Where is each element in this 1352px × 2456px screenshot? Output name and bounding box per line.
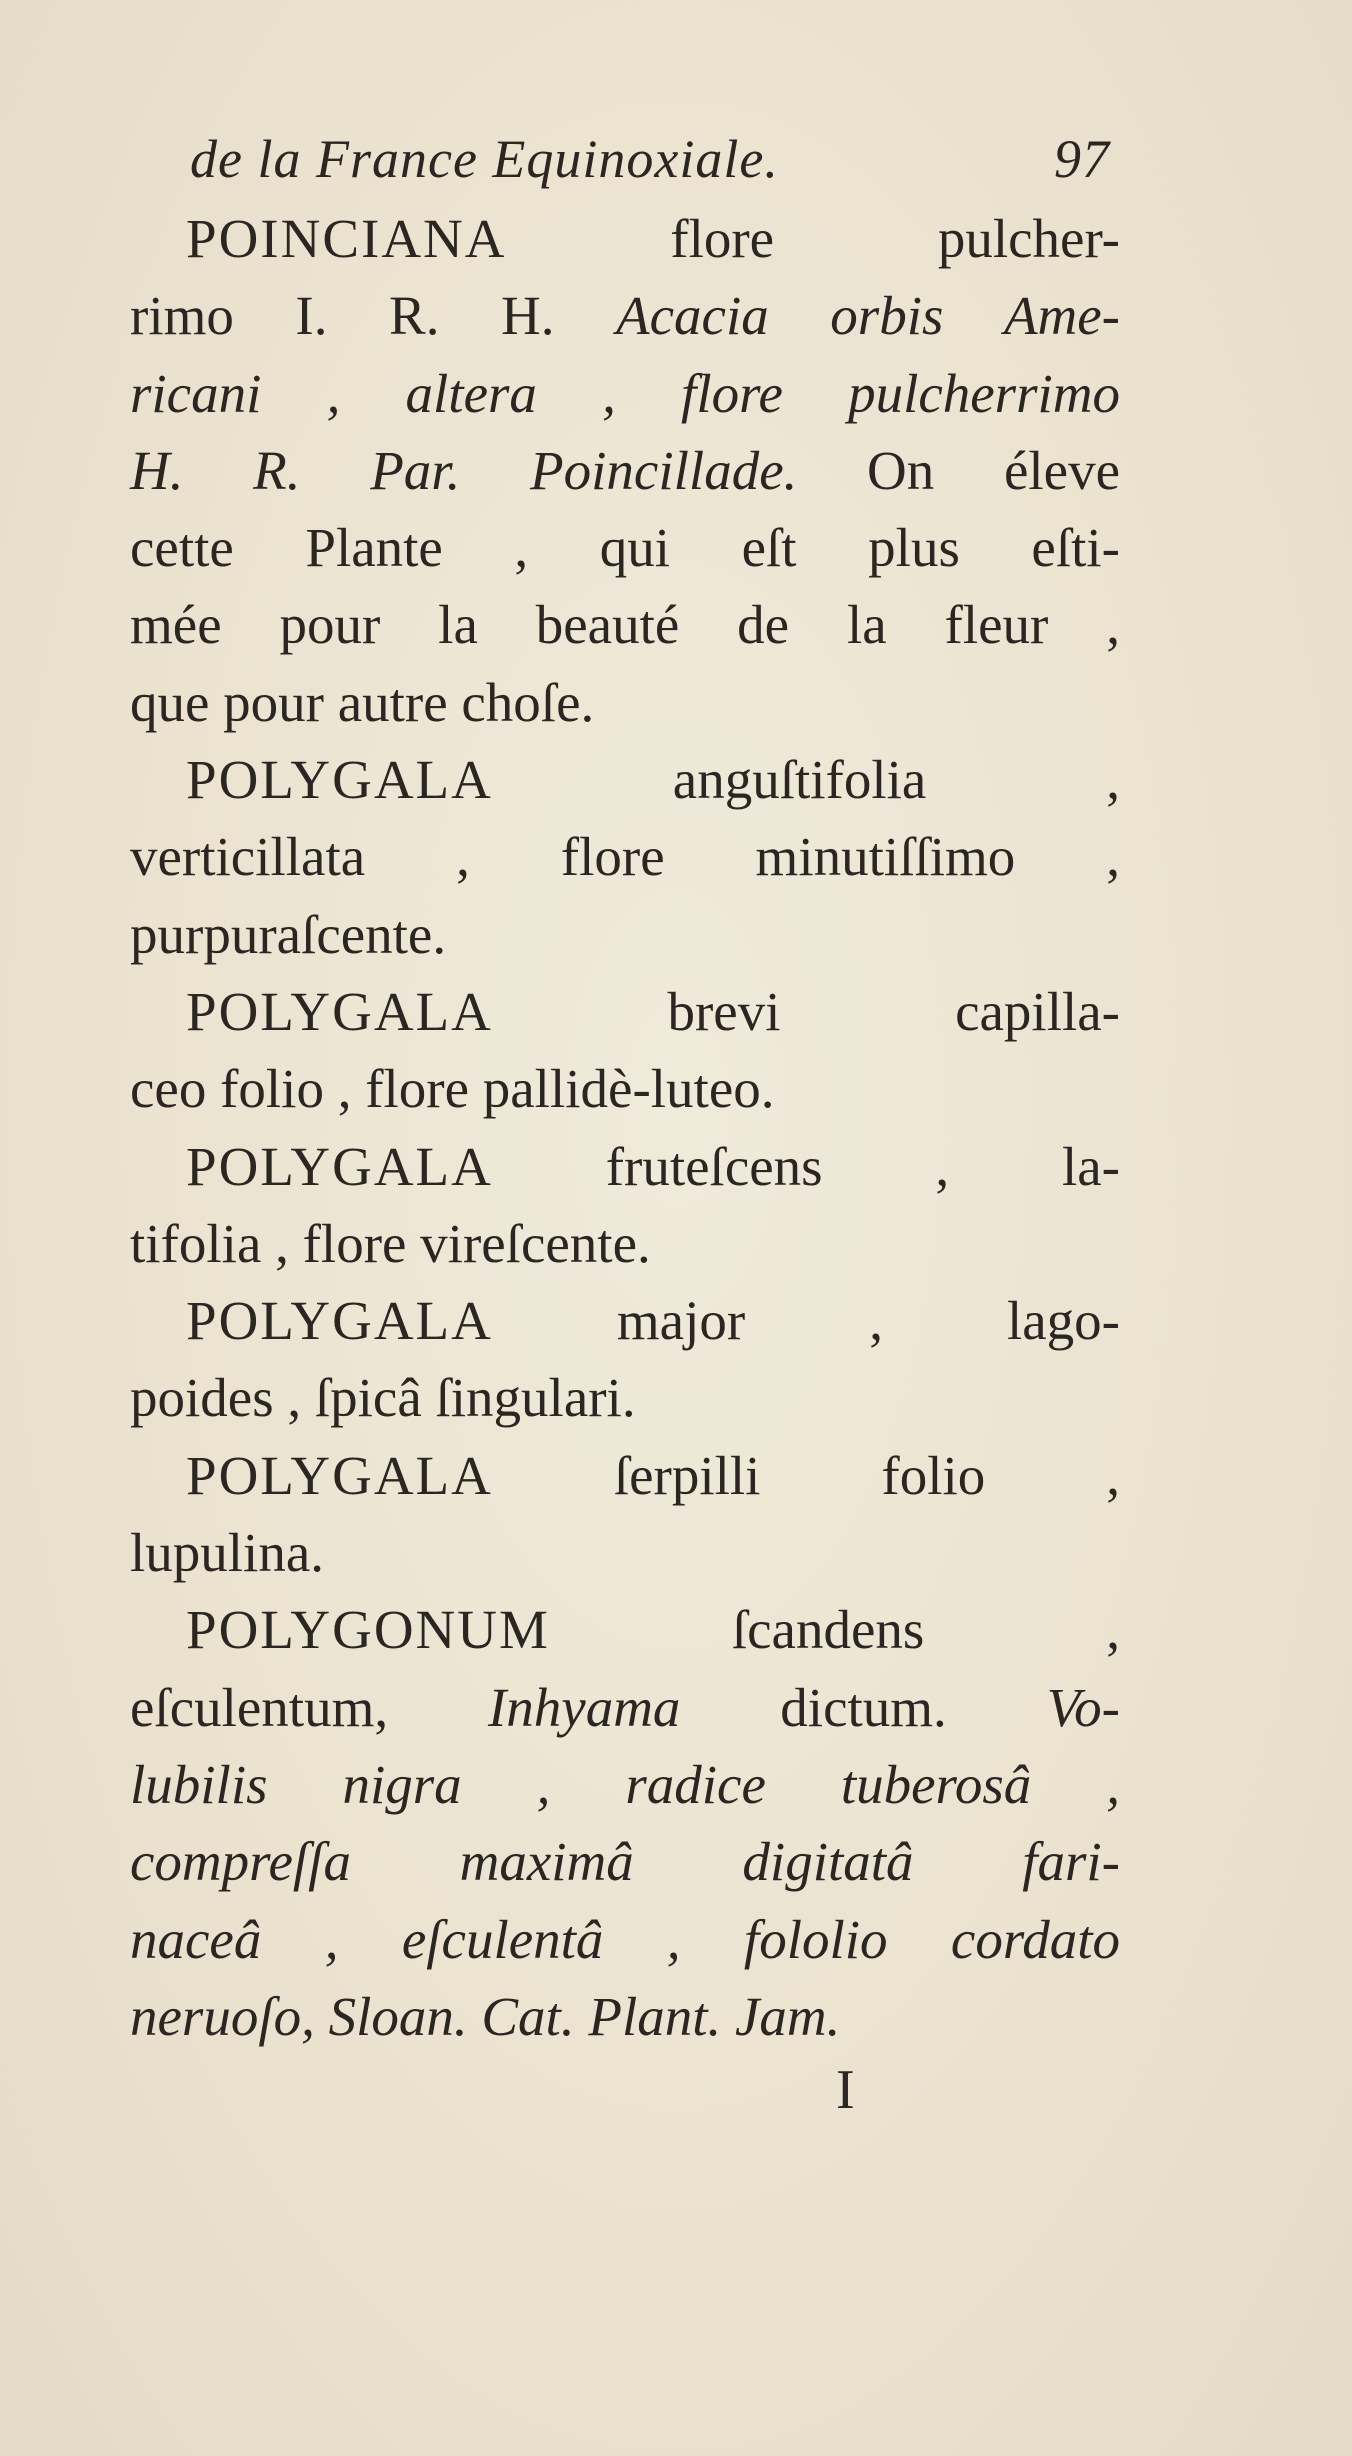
entry-headword: POLYGALA (186, 749, 493, 811)
italic-text: Vo- (1046, 1676, 1120, 1738)
entry-polygonum-scandens (130, 1591, 1120, 2055)
text-line (130, 509, 1120, 586)
text-line (130, 664, 1120, 741)
roman-text: cette Plante , qui eſt plus eſti- (130, 517, 1120, 579)
entry-poinciana (130, 200, 1120, 741)
running-head (190, 128, 1110, 208)
roman-text: verticillata , flore minutiſſimo , (130, 826, 1120, 888)
entry-polygala-major (130, 1282, 1120, 1437)
text-line (130, 1050, 1120, 1127)
roman-text: On éleve (797, 439, 1120, 501)
italic-text: H. R. Par. Poincillade. (130, 439, 798, 501)
entry-polygala-angustifolia (130, 741, 1120, 973)
entry-headword: POLYGALA (186, 1444, 493, 1506)
entry-headword: POLYGONUM (186, 1599, 550, 1661)
text-line (130, 1437, 1120, 1514)
text-line (130, 355, 1120, 432)
roman-text: rimo I. R. H. (130, 285, 617, 347)
roman-text: major , lago- (492, 1290, 1120, 1352)
entry-polygala-frutescens (130, 1128, 1120, 1283)
italic-text: ricani , altera , flore pulcherrimo (130, 362, 1120, 424)
text-line (130, 586, 1120, 663)
text-line (130, 1669, 1120, 1746)
italic-text: naceâ , eſculentâ , fololio cordato (130, 1908, 1120, 1970)
text-line (130, 1205, 1120, 1282)
entry-headword: POLYGALA (186, 980, 493, 1042)
roman-text: flore pulcher- (506, 208, 1120, 269)
italic-text: Acacia orbis Ame- (616, 285, 1120, 347)
text-block (130, 200, 1120, 2055)
text-line (130, 432, 1120, 509)
text-line (130, 1901, 1120, 1978)
roman-text: tifolia , flore vireſcente. (130, 1212, 651, 1274)
text-line (130, 1823, 1120, 1900)
text-line (130, 1128, 1120, 1205)
italic-text: lubilis nigra , radice tuberosâ , (130, 1753, 1120, 1815)
text-line (130, 1282, 1120, 1359)
roman-text: mée pour la beauté de la fleur , (130, 594, 1120, 656)
text-line (130, 896, 1120, 973)
roman-text: dictum. (680, 1676, 1047, 1738)
roman-text: ſerpilli folio , (492, 1444, 1120, 1506)
text-line (130, 277, 1120, 354)
entry-polygala-brevi (130, 973, 1120, 1128)
roman-text: fruteſcens , la- (492, 1135, 1120, 1197)
roman-text: ceo folio , flore pallidè-luteo. (130, 1058, 775, 1120)
roman-text: que pour autre choſe. (130, 671, 595, 733)
text-line (130, 1514, 1120, 1591)
signature-mark: I (836, 2059, 855, 2121)
page-number: 97 (1054, 129, 1110, 189)
roman-text: lupulina. (130, 1522, 325, 1584)
italic-text: Inhyama (487, 1676, 681, 1738)
entry-headword: POLYGALA (186, 1135, 493, 1197)
running-title: de la France Equinoxiale. (190, 129, 779, 189)
italic-text: compreſſa maximâ digitatâ fari- (130, 1831, 1120, 1893)
text-line (130, 1978, 1120, 2055)
text-line (130, 200, 1120, 277)
entry-headword: POINCIANA (186, 208, 507, 269)
italic-text: neruoſo, Sloan. Cat. Plant. Jam. (130, 1985, 841, 2047)
entry-headword: POLYGALA (186, 1290, 493, 1352)
roman-text: poides , ſpicâ ſingulari. (130, 1367, 636, 1429)
entry-polygala-serpilli (130, 1437, 1120, 1592)
text-line (130, 1359, 1120, 1436)
text-line (130, 1591, 1120, 1668)
text-line (130, 818, 1120, 895)
text-line (130, 1746, 1120, 1823)
text-line (130, 741, 1120, 818)
roman-text: purpuraſcente. (130, 903, 447, 965)
roman-text: anguſtifolia , (492, 749, 1120, 811)
text-line (130, 973, 1120, 1050)
roman-text: brevi capilla- (492, 980, 1120, 1042)
roman-text: ſcandens , (549, 1599, 1120, 1661)
roman-text: eſculentum, (130, 1676, 488, 1738)
